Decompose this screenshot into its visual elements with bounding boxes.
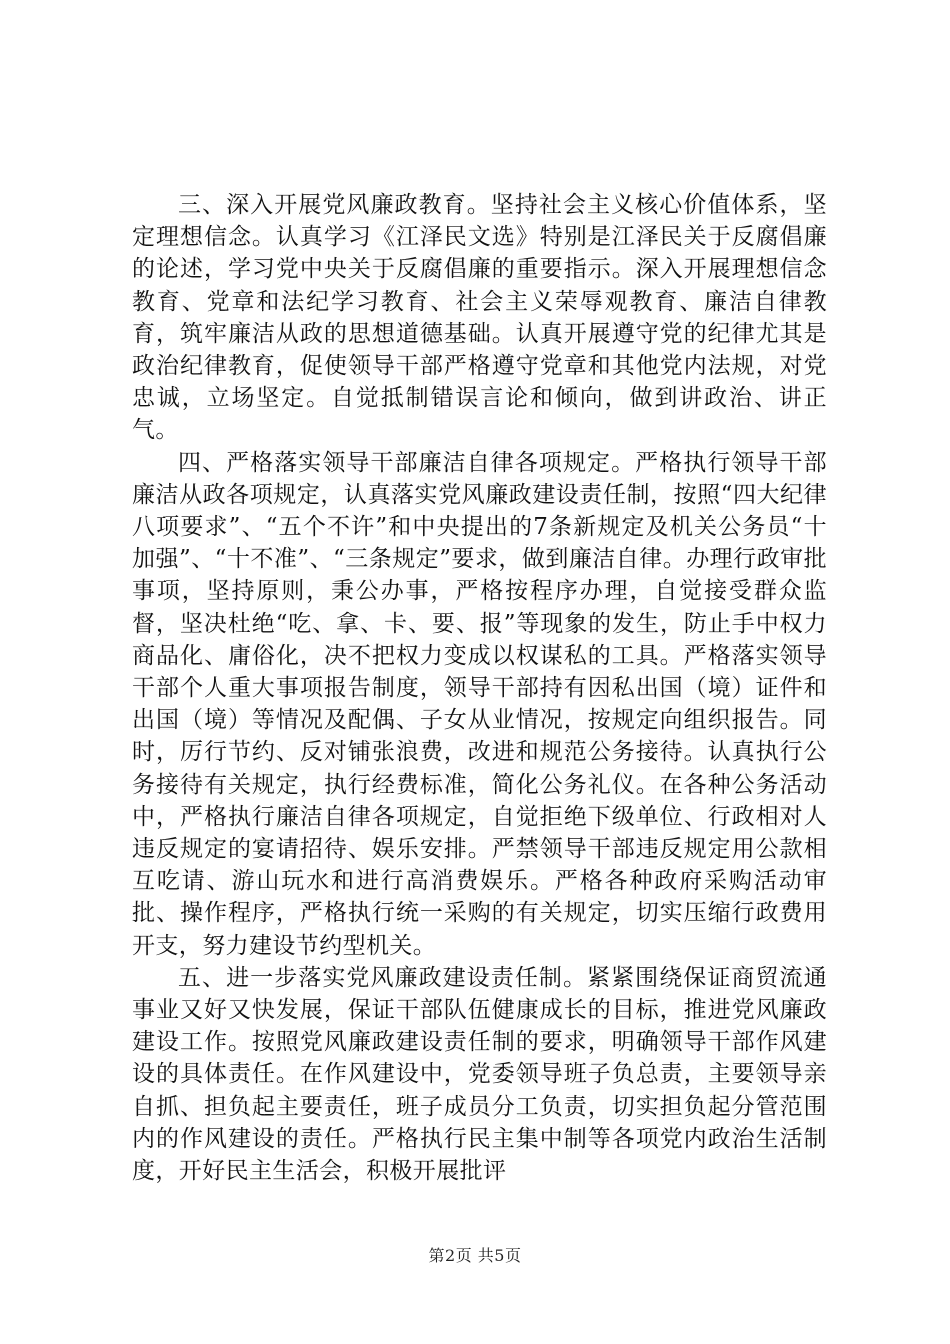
document-body: [132, 189, 827, 1187]
paragraph-section-4: 四、严格落实领导干部廉洁自律各项规定。严格执行领导干部廉洁从政各项规定，认真落实党风廉政建设责任制，按照“四大纪律八项要求”、“五个不许”和中央提出的7条新规定及机关公务员“十加强”、“十不准”、“三条规定”要求，做到廉洁自律。办理行政审批事项，坚持原则，秉公办事，严格按程序办理，自觉接受群众监督，坚决杜绝“吃、拿、卡、要、报”等现象的发生，防止手中权力商品化、庸俗化，决不把权力变成以权谋私的工具。严格落实领导干部个人重大事项报告制度，领导干部持有因私出国（境）证件和出国（境）等情况及配偶、子女从业情况，按规定向组织报告。同时，厉行节约、反对铺张浪费，改进和规范公务接待。认真执行公务接待有关规定，执行经费标准，简化公务礼仪。在各种公务活动中，严格执行廉洁自律各项规定，自觉拒绝下级单位、行政相对人违反规定的宴请招待、娱乐安排。严禁领导干部违反规定用公款相互吃请、游山玩水和进行高消费娱乐。严格各种政府采购活动审批、操作程序，严格执行统一采购的有关规定，切实压缩行政费用开支，努力建设节约型机关。: [132, 449, 827, 959]
paragraph-section-5: 五、进一步落实党风廉政建设责任制。紧紧围绕保证商贸流通事业又好又快发展，保证干部队伍健康成长的目标，推进党风廉政建设工作。按照党风廉政建设责任制的要求，明确领导干部作风建设的具体责任。在作风建设中，党委领导班子负总责，主要领导亲自抓、担负起主要责任，班子成员分工负责，切实担负起分管范围内的作风建设的责任。严格执行民主集中制等各项党内政治生活制度，开好民主生活会，积极开展批评: [132, 964, 827, 1185]
page-number-footer: 第2页 共5页: [428, 1246, 522, 1265]
paragraph-section-3: 三、深入开展党风廉政教育。坚持社会主义核心价值体系，坚定理想信念。认真学习《江泽民文选》特别是江泽民关于反腐倡廉的论述，学习党中央关于反腐倡廉的重要指示。深入开展理想信念教育、党章和法纪学习教育、社会主义荣辱观教育、廉洁自律教育，筑牢廉洁从政的思想道德基础。认真开展遵守党的纪律尤其是政治纪律教育，促使领导干部严格遵守党章和其他党内法规，对党忠诚，立场坚定。自觉抵制错误言论和倾向，做到讲政治、讲正气。: [132, 192, 827, 444]
